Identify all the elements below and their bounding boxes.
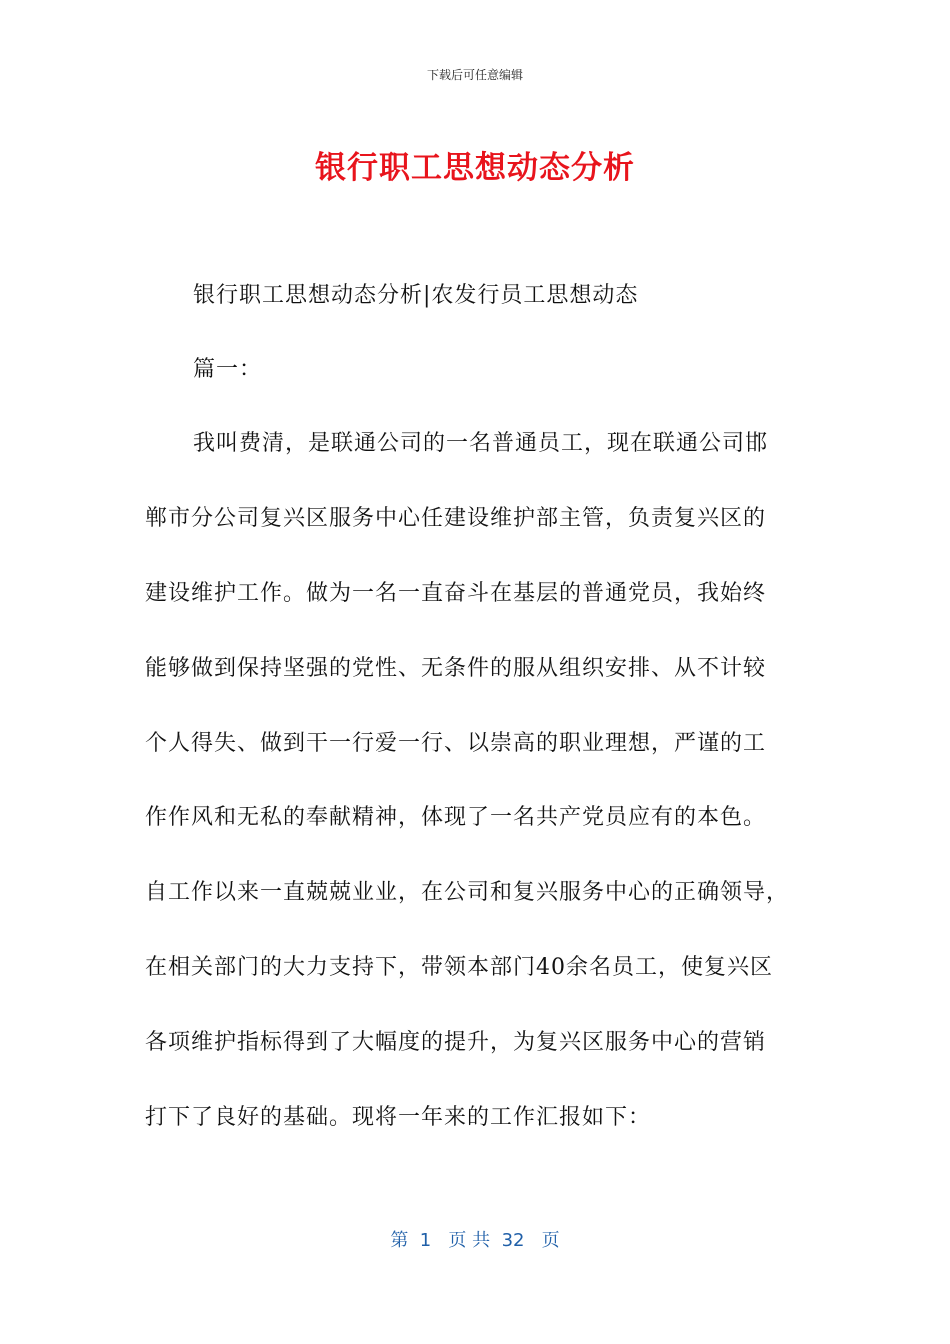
body-line: 建设维护工作。做为一名一直奋斗在基层的普通党员，我始终 (145, 581, 767, 606)
body-line: 郸市分公司复兴区服务中心任建设维护部主管，负责复兴区的 (145, 506, 767, 531)
body-line: 个人得失、做到干一行爱一行、以崇高的职业理想，严谨的工 (145, 731, 767, 756)
section-label: 篇一： (193, 357, 263, 382)
body-line: 我叫费清，是联通公司的一名普通员工，现在联通公司邯 (193, 431, 769, 456)
body-line: 能够做到保持坚强的党性、无条件的服从组织安排、从不计较 (145, 656, 767, 681)
body-line: 自工作以来一直兢兢业业，在公司和复兴服务中心的正确领导， (145, 880, 790, 905)
document-title: 银行职工思想动态分析 (315, 150, 635, 186)
body-line: 作作风和无私的奉献精神，体现了一名共产党员应有的本色。 (145, 805, 767, 830)
body-line: 打下了良好的基础。现将一年来的工作汇报如下： (145, 1105, 652, 1130)
body-line: 各项维护指标得到了大幅度的提升，为复兴区服务中心的营销 (145, 1030, 767, 1055)
header-note: 下载后可任意编辑 (426, 68, 523, 82)
body-line: 在相关部门的大力支持下，带领本部门40余名员工，使复兴区 (145, 955, 773, 980)
document-subtitle: 银行职工思想动态分析|农发行员工思想动态 (193, 283, 639, 308)
page-number-footer: 第 1 页 共 32 页 (390, 1230, 560, 1251)
